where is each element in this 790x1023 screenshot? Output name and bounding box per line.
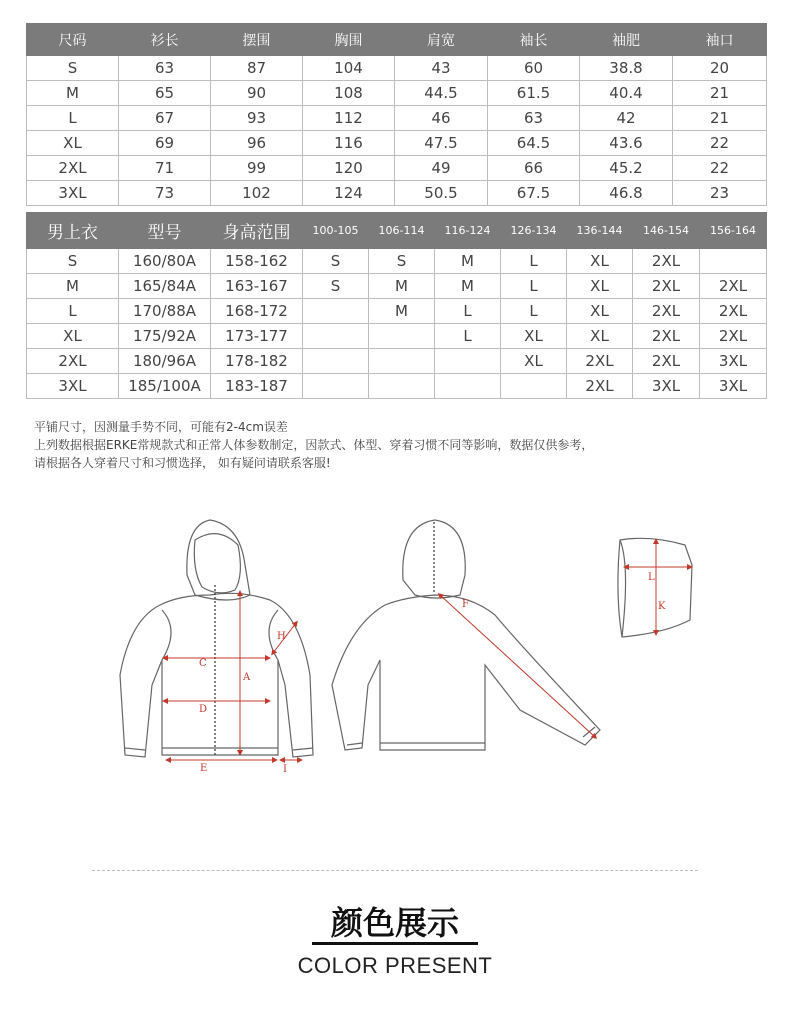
table-cell: 158-162 <box>211 249 303 274</box>
table-cell: XL <box>501 349 567 374</box>
table-cell <box>303 374 369 399</box>
label-l: L <box>648 572 655 583</box>
table-cell: 44.5 <box>395 81 488 106</box>
table-cell: XL <box>567 324 633 349</box>
table-cell: L <box>501 299 567 324</box>
fit-table-body <box>27 249 767 399</box>
table-cell: 23 <box>673 181 767 206</box>
table-cell: M <box>27 81 119 106</box>
table-cell <box>369 349 435 374</box>
table-cell: 2XL <box>633 249 700 274</box>
table-cell: M <box>369 299 435 324</box>
header-cell: 156-164 <box>700 213 767 249</box>
front-measure-lines <box>165 593 300 760</box>
table-cell: S <box>27 249 119 274</box>
table-cell: 21 <box>673 106 767 131</box>
table-cell <box>435 374 501 399</box>
back-measure-lines <box>440 595 595 737</box>
size-table-body <box>27 56 767 206</box>
header-cell: 146-154 <box>633 213 700 249</box>
table-cell: L <box>435 324 501 349</box>
table-cell: 22 <box>673 131 767 156</box>
table-cell: 180/96A <box>119 349 211 374</box>
size-table-header <box>27 24 767 56</box>
table-row <box>27 106 767 131</box>
header-cell: 116-124 <box>435 213 501 249</box>
table-cell: 40.4 <box>580 81 673 106</box>
table-cell: 49 <box>395 156 488 181</box>
table-cell <box>303 349 369 374</box>
jacket-back-drawing <box>332 520 600 750</box>
header-cell: 身高范围 <box>211 213 303 249</box>
header-cell: 袖肥 <box>580 24 673 56</box>
table-cell: 170/88A <box>119 299 211 324</box>
measurement-notes <box>34 418 593 472</box>
label-e: E <box>200 763 208 774</box>
table-cell: 2XL <box>700 299 767 324</box>
table-cell: M <box>27 274 119 299</box>
table-cell: 2XL <box>633 349 700 374</box>
table-cell: 163-167 <box>211 274 303 299</box>
table-row <box>27 56 767 81</box>
table-cell: 65 <box>119 81 211 106</box>
table-cell: 112 <box>303 106 395 131</box>
table-cell: 108 <box>303 81 395 106</box>
table-cell: 3XL <box>27 374 119 399</box>
size-table <box>26 23 767 206</box>
table-cell: 2XL <box>27 156 119 181</box>
fit-table <box>26 212 767 399</box>
table-cell: 69 <box>119 131 211 156</box>
table-cell: XL <box>567 299 633 324</box>
table-cell: S <box>27 56 119 81</box>
section-title-en: COLOR PRESENT <box>297 953 493 978</box>
hood-measure-lines <box>626 541 690 633</box>
table-cell: 22 <box>673 156 767 181</box>
table-row <box>27 274 767 299</box>
table-cell: XL <box>27 131 119 156</box>
table-row <box>27 299 767 324</box>
table-cell: 67.5 <box>488 181 580 206</box>
table-cell: 64.5 <box>488 131 580 156</box>
table-cell: 160/80A <box>119 249 211 274</box>
table-cell: 2XL <box>700 274 767 299</box>
table-cell: 66 <box>488 156 580 181</box>
table-cell: L <box>27 299 119 324</box>
table-cell <box>303 299 369 324</box>
table-cell: 104 <box>303 56 395 81</box>
table-cell: 3XL <box>633 374 700 399</box>
table-cell: 21 <box>673 81 767 106</box>
header-cell: 尺码 <box>27 24 119 56</box>
table-cell: 71 <box>119 156 211 181</box>
table-row <box>27 181 767 206</box>
table-cell: 2XL <box>27 349 119 374</box>
table-row <box>27 374 767 399</box>
note-line-2: 上列数据根据ERKE常规款式和正常人体参数制定，因款式、体型、穿着习惯不同等影响，数据仅供参考， <box>34 438 594 452</box>
table-cell: 116 <box>303 131 395 156</box>
table-cell: XL <box>567 274 633 299</box>
header-cell: 衫长 <box>119 24 211 56</box>
note-line-3: 请根据各人穿着尺寸和习惯选择， 如有疑问请联系客服! <box>34 456 331 470</box>
table-cell: M <box>435 274 501 299</box>
table-cell: 73 <box>119 181 211 206</box>
table-row <box>27 324 767 349</box>
table-cell <box>369 374 435 399</box>
section-divider <box>92 870 698 871</box>
table-cell: L <box>27 106 119 131</box>
table-cell: XL <box>501 324 567 349</box>
table-cell: 61.5 <box>488 81 580 106</box>
table-cell: S <box>303 274 369 299</box>
note-line-1: 平铺尺寸，因测量手势不同，可能有2-4cm误差 <box>34 420 288 434</box>
table-cell: 2XL <box>633 274 700 299</box>
label-i: I <box>283 764 287 775</box>
table-cell: 45.2 <box>580 156 673 181</box>
header-cell: 126-134 <box>501 213 567 249</box>
header-cell: 胸围 <box>303 24 395 56</box>
header-cell: 100-105 <box>303 213 369 249</box>
table-cell: 67 <box>119 106 211 131</box>
header-cell: 106-114 <box>369 213 435 249</box>
table-row <box>27 349 767 374</box>
header-cell: 型号 <box>119 213 211 249</box>
header-cell: 136-144 <box>567 213 633 249</box>
table-cell: 175/92A <box>119 324 211 349</box>
table-cell: 185/100A <box>119 374 211 399</box>
table-cell: 102 <box>211 181 303 206</box>
table-cell: 90 <box>211 81 303 106</box>
label-c: C <box>199 658 207 669</box>
table-cell: 178-182 <box>211 349 303 374</box>
table-cell: XL <box>567 249 633 274</box>
table-cell: 60 <box>488 56 580 81</box>
table-cell: 38.8 <box>580 56 673 81</box>
table-cell: 43.6 <box>580 131 673 156</box>
table-cell: 3XL <box>700 349 767 374</box>
table-cell: M <box>369 274 435 299</box>
table-cell: 46 <box>395 106 488 131</box>
table-cell: 87 <box>211 56 303 81</box>
table-cell: 2XL <box>633 299 700 324</box>
table-cell: S <box>369 249 435 274</box>
label-d: D <box>199 704 208 715</box>
fit-table-header <box>27 213 767 249</box>
table-cell: 183-187 <box>211 374 303 399</box>
table-cell: 46.8 <box>580 181 673 206</box>
table-cell: 2XL <box>567 349 633 374</box>
table-cell: 47.5 <box>395 131 488 156</box>
table-cell: 96 <box>211 131 303 156</box>
table-row <box>27 156 767 181</box>
header-cell: 袖口 <box>673 24 767 56</box>
table-cell: 50.5 <box>395 181 488 206</box>
table-cell: 124 <box>303 181 395 206</box>
table-cell: L <box>435 299 501 324</box>
table-cell: XL <box>27 324 119 349</box>
table-cell: 42 <box>580 106 673 131</box>
header-cell: 男上衣 <box>27 213 119 249</box>
header-cell: 袖长 <box>488 24 580 56</box>
table-cell <box>369 324 435 349</box>
table-cell: 2XL <box>700 324 767 349</box>
table-cell: 3XL <box>700 374 767 399</box>
table-cell: L <box>501 274 567 299</box>
table-cell <box>303 324 369 349</box>
label-k: K <box>658 601 666 612</box>
label-f: F <box>462 599 469 610</box>
table-cell: 63 <box>488 106 580 131</box>
header-cell: 摆围 <box>211 24 303 56</box>
table-cell: 93 <box>211 106 303 131</box>
table-cell <box>435 349 501 374</box>
table-cell: S <box>303 249 369 274</box>
table-cell <box>700 249 767 274</box>
section-title-underline <box>312 942 478 945</box>
table-cell: 173-177 <box>211 324 303 349</box>
table-cell: 165/84A <box>119 274 211 299</box>
header-cell: 肩宽 <box>395 24 488 56</box>
table-row <box>27 81 767 106</box>
jacket-measurement-diagram <box>100 505 700 795</box>
table-cell: 63 <box>119 56 211 81</box>
table-cell <box>501 374 567 399</box>
table-cell: 43 <box>395 56 488 81</box>
table-cell: 2XL <box>633 324 700 349</box>
table-cell: M <box>435 249 501 274</box>
hood-detail-drawing <box>618 538 692 637</box>
table-cell: L <box>501 249 567 274</box>
label-a: A <box>243 672 251 683</box>
table-cell: 3XL <box>27 181 119 206</box>
label-h: H <box>277 631 286 642</box>
table-cell: 99 <box>211 156 303 181</box>
table-cell: 2XL <box>567 374 633 399</box>
table-row <box>27 131 767 156</box>
table-cell: 20 <box>673 56 767 81</box>
section-title-cn: 颜色展示 <box>330 904 459 942</box>
table-row <box>27 249 767 274</box>
table-cell: 168-172 <box>211 299 303 324</box>
table-cell: 120 <box>303 156 395 181</box>
